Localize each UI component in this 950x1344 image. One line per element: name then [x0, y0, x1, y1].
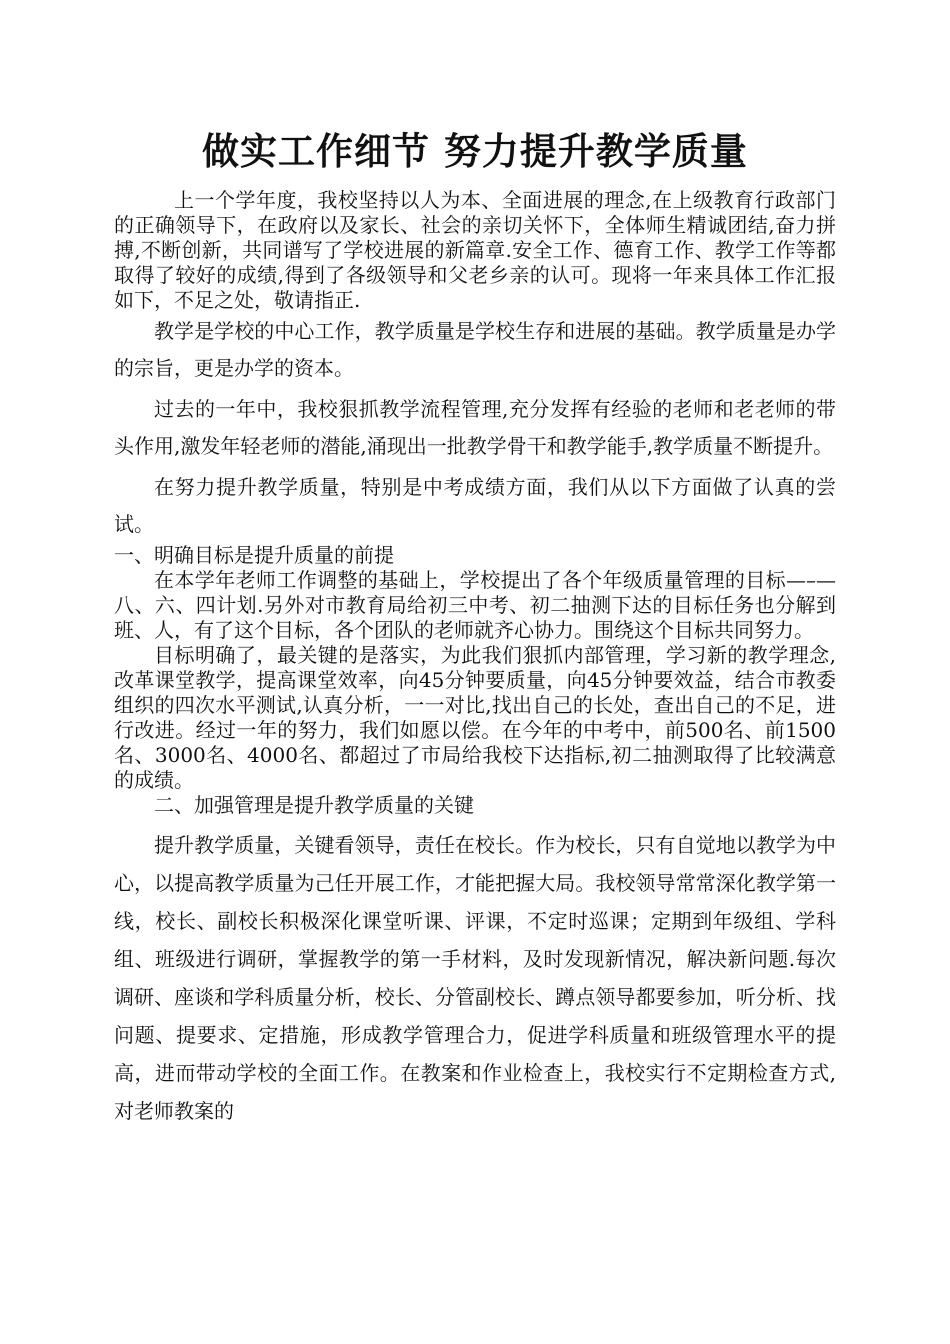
section-heading-1: 一、明确目标是提升质量的前提	[114, 543, 394, 567]
document-title: 做实工作细节 努力提升教学质量	[202, 130, 748, 173]
paragraph-teaching-center: 教学是学校的中心工作，教学质量是学校生存和进展的基础。教学质量是办学的宗旨，更是办学的资本。	[114, 319, 836, 380]
section2-paragraph-leadership: 提升教学质量，关键看领导，责任在校长。作为校长，只有自觉地以教学为中心，以提高教学质量为己任开展工作，才能把握大局。我校领导常常深化教学第一线，校长、副校长积极深化课堂听课、评课，不定时巡课；定期到年级组、学科组、班级进行调研，掌握教学的第一手材料，及时发现新情况，解决新问题.每次调研、座谈和学科质量分析，校长、分管副校长、蹲点领导都要参加，听分析、找问题、提要求、定措施，形成教学管理合力，促进学科质量和班级管理水平的提高，进而带动学校的全面工作。在教案和作业检查上，我校实行不定期检查方式,对老师教案的	[114, 833, 836, 1123]
section1-paragraph-implementation: 目标明确了，最关键的是落实，为此我们狠抓内部管理，学习新的教学理念,改革课堂教学，提高课堂效率，向45分钟要质量，向45分钟要效益，结合市教委组织的四次水平测试,认真分析，一一对比,找出自己的长处，查出自己的不足，进行改进。经过一年的努力，我们如愿以偿。在今年的中考中，前500名、前1500名、3000名、4000名、都超过了市局给我校下达指标,初二抽测取得了比较满意的成绩。	[114, 643, 836, 792]
section-heading-2: 二、加强管理是提升教学质量的关键	[154, 793, 474, 817]
paragraph-attempts: 在努力提升教学质量，特别是中考成绩方面，我们从以下方面做了认真的尝试。	[114, 475, 836, 536]
intro-paragraph: 上一个学年度，我校坚持以人为本、全面进展的理念,在上级教育行政部门的正确领导下，在政府以及家长、社会的亲切关怀下，全体师生精诚团结,奋力拼搏,不断创新，共同谱写了学校进展的新篇章.安全工作、德育工作、教学工作等都取得了较好的成绩,得到了各级领导和父老乡亲的认可。现将一年来具体工作汇报如下，不足之处，敬请指正.	[114, 188, 836, 312]
paragraph-past-year: 过去的一年中，我校狠抓教学流程管理,充分发挥有经验的老师和老老师的带头作用,激发年轻老师的潜能,涌现出一批教学骨干和教学能手,教学质量不断提升。	[114, 397, 836, 458]
section1-paragraph-goals: 在本学年老师工作调整的基础上，学校提出了各个年级质量管理的目标—–—八、六、四计划.另外对市教育局给初三中考、初二抽测下达的目标任务也分解到班、人，有了这个目标，各个团队的老师就齐心协力。围绕这个目标共同努力。	[114, 568, 836, 642]
document-body	[114, 188, 836, 1130]
